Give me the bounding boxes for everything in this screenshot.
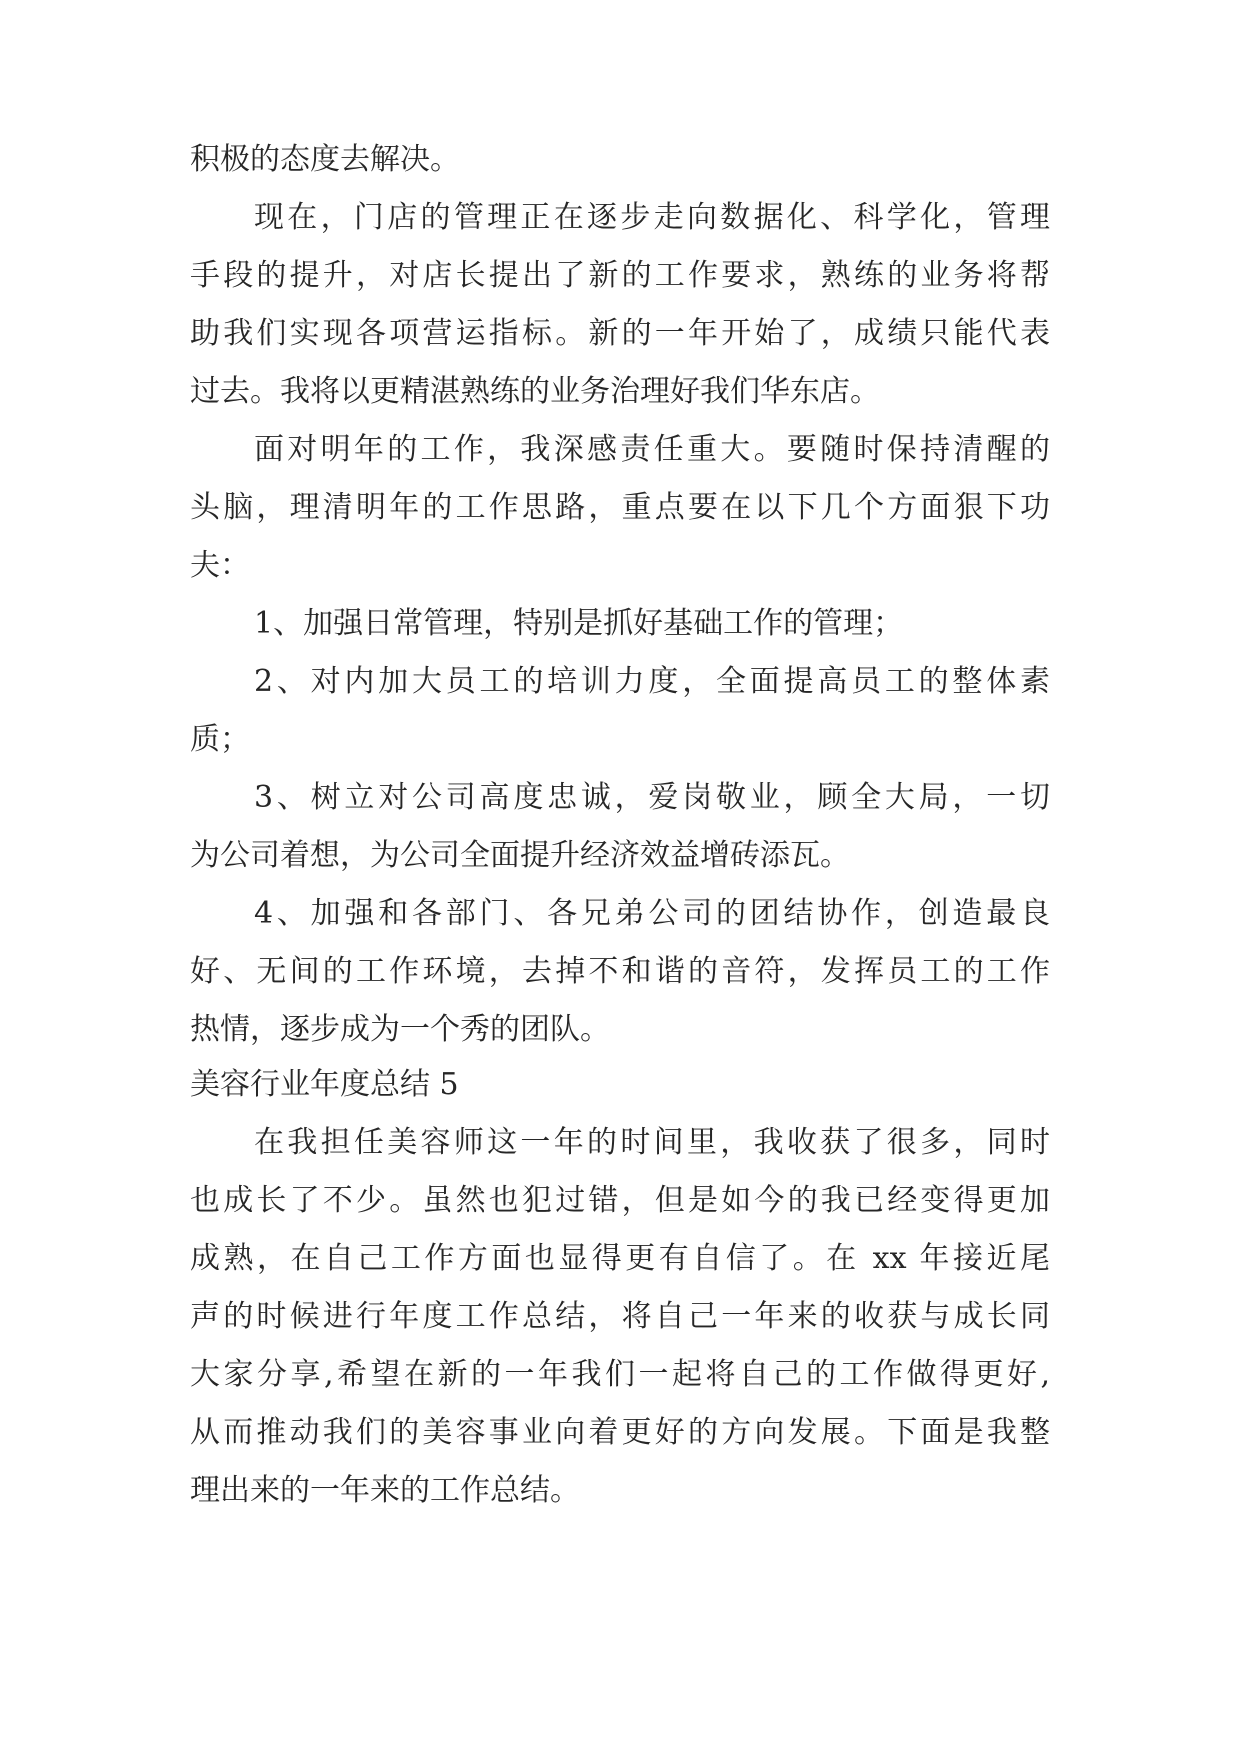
text-line: 夫：	[190, 548, 250, 583]
list-item: 2、对内加大员工的培训力度，全面提高员工的整体素	[254, 664, 1050, 699]
text-line: 现在，门店的管理正在逐步走向数据化、科学化，管理	[254, 200, 1050, 235]
section-heading: 美容行业年度总结 5	[190, 1067, 459, 1102]
text-line: 在我担任美容师这一年的时间里，我收获了很多，同时	[254, 1125, 1050, 1160]
text-line: 过去。我将以更精湛熟练的业务治理好我们华东店。	[190, 374, 880, 409]
text-line: 成熟，在自己工作方面也显得更有自信了。在 xx 年接近尾	[190, 1241, 1050, 1276]
text-line: 积极的态度去解决。	[190, 142, 460, 177]
text-line: 面对明年的工作，我深感责任重大。要随时保持清醒的	[254, 432, 1050, 467]
text-line: 助我们实现各项营运指标。新的一年开始了，成绩只能代表	[190, 316, 1050, 351]
text-line: 声的时候进行年度工作总结，将自己一年来的收获与成长同	[190, 1299, 1050, 1334]
text-line: 理出来的一年来的工作总结。	[190, 1473, 580, 1508]
text-line: 大家分享,希望在新的一年我们一起将自己的工作做得更好,	[190, 1357, 1050, 1392]
text-line: 从而推动我们的美容事业向着更好的方向发展。下面是我整	[190, 1415, 1050, 1450]
text-line: 热情，逐步成为一个秀的团队。	[190, 1012, 610, 1047]
text-line: 为公司着想，为公司全面提升经济效益增砖添瓦。	[190, 838, 850, 873]
text-line: 头脑，理清明年的工作思路，重点要在以下几个方面狠下功	[190, 490, 1050, 525]
text-line: 手段的提升，对店长提出了新的工作要求，熟练的业务将帮	[190, 258, 1050, 293]
list-item: 3、树立对公司高度忠诚，爱岗敬业，顾全大局，一切	[254, 780, 1050, 815]
text-line: 质；	[190, 722, 250, 757]
text-line: 好、无间的工作环境，去掉不和谐的音符，发挥员工的工作	[190, 954, 1050, 989]
list-item: 4、加强和各部门、各兄弟公司的团结协作，创造最良	[254, 896, 1050, 931]
list-item: 1、加强日常管理，特别是抓好基础工作的管理；	[254, 606, 904, 641]
text-line: 也成长了不少。虽然也犯过错，但是如今的我已经变得更加	[190, 1183, 1050, 1218]
